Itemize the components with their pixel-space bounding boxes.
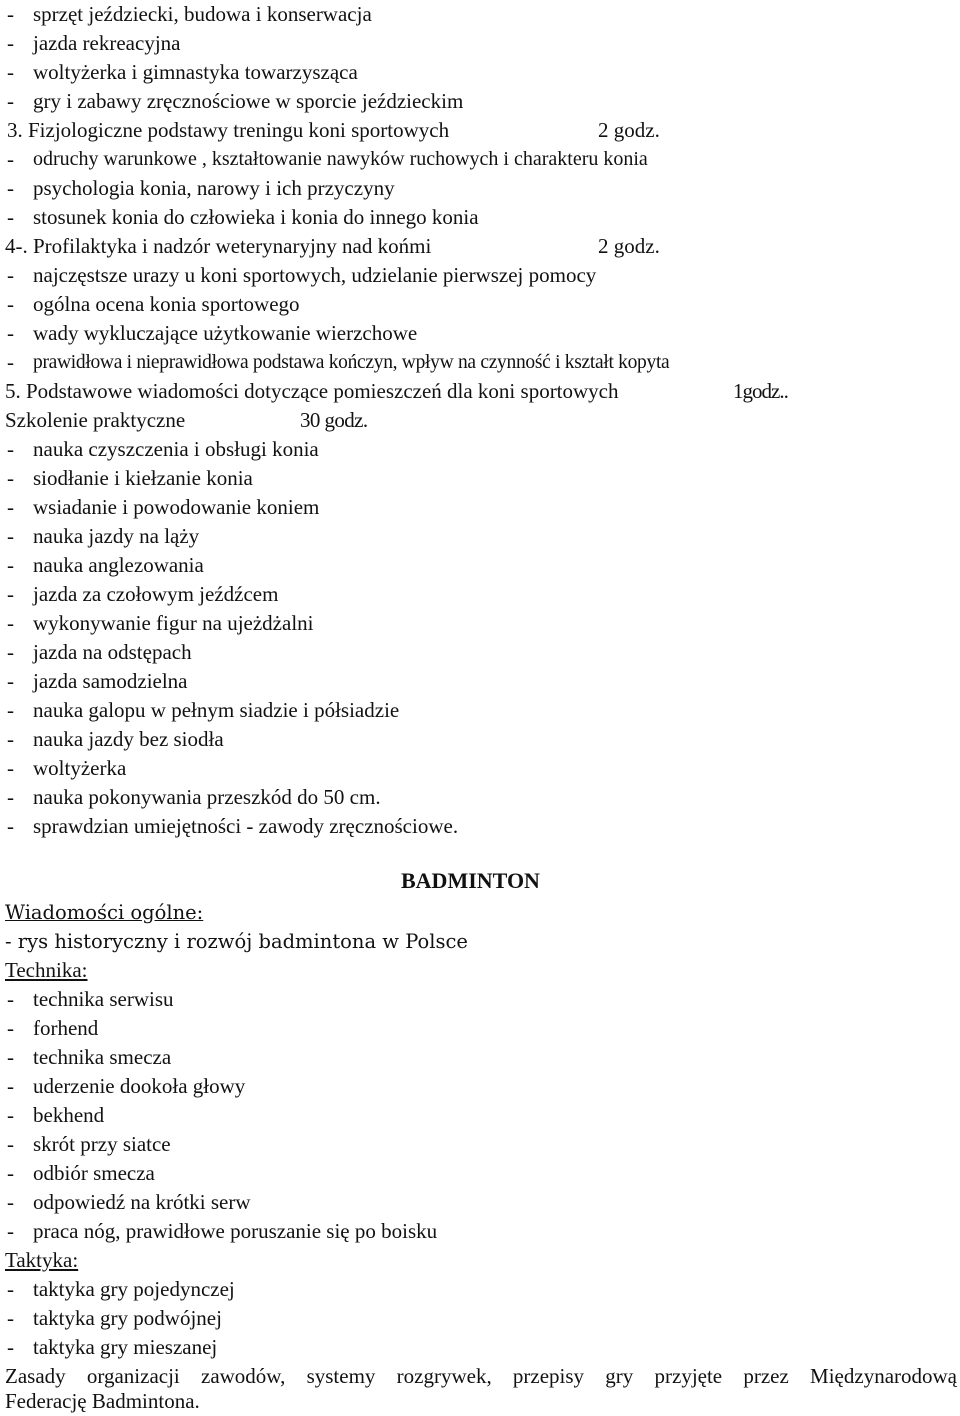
- list-item: - nauka galopu w pełnym siadzie i półsiadzie: [0, 696, 960, 725]
- list-item: - siodłanie i kiełzanie konia: [0, 464, 960, 493]
- topic-5-heading: 5. Podstawowe wiadomości dotyczące pomieszczeń dla koni sportowych 1godz..: [0, 377, 960, 406]
- list-item: - taktyka gry mieszanej: [0, 1333, 960, 1362]
- dash-bullet: -: [7, 89, 14, 113]
- dash-bullet: -: [7, 1335, 14, 1359]
- dash-bullet: -: [7, 1161, 14, 1185]
- dash-bullet: -: [7, 814, 14, 838]
- list-item: - wykonywanie figur na ujeżdżalni: [0, 609, 960, 638]
- dash-bullet: -: [7, 2, 14, 26]
- dash-bullet: -: [7, 1045, 14, 1069]
- dash-bullet: -: [7, 640, 14, 664]
- general-heading: Wiadomości ogólne:: [5, 901, 204, 924]
- list-item: - sprawdzian umiejętności - zawody zręcznościowe.: [0, 812, 960, 841]
- dash-bullet: -: [7, 1132, 14, 1156]
- list-item: - rys historyczny i rozwój badmintona w Polsce: [5, 930, 468, 953]
- dash-bullet: -: [7, 1219, 14, 1243]
- tactics-heading: Taktyka:: [5, 1248, 79, 1272]
- list-item: - nauka pokonywania przeszkód do 50 cm.: [0, 783, 960, 812]
- dash-bullet: -: [7, 1074, 14, 1098]
- list-item: - praca nóg, prawidłowe poruszanie się po boisku: [0, 1217, 960, 1246]
- list-item: - wady wykluczające użytkowanie wierzchowe: [0, 319, 960, 348]
- practical-training-heading: Szkolenie praktyczne 30 godz.: [0, 406, 960, 435]
- list-item: - technika smecza: [0, 1043, 960, 1072]
- list-item: - odpowiedź na krótki serw: [0, 1188, 960, 1217]
- list-item: - bekhend: [0, 1101, 960, 1130]
- list-item: - taktyka gry pojedynczej: [0, 1275, 960, 1304]
- dash-bullet: -: [7, 524, 14, 548]
- list-item: - jazda samodzielna: [0, 667, 960, 696]
- rules-paragraph-line-1: Zasady organizacji zawodów, systemy rozgrywek, przepisy gry przyjęte przez Międzynarodową: [5, 1364, 957, 1388]
- topic-5-hours: 1godz..: [733, 379, 788, 403]
- dash-bullet: -: [7, 205, 14, 229]
- rules-paragraph-line-2: Federację Badmintona.: [5, 1389, 200, 1413]
- topic-3-hours: 2 godz.: [598, 118, 660, 142]
- list-item: - ogólna ocena konia sportowego: [0, 290, 960, 319]
- list-item: - najczęstsze urazy u koni sportowych, udzielanie pierwszej pomocy: [0, 261, 960, 290]
- dash-bullet: -: [7, 785, 14, 809]
- technique-heading-line: [0, 956, 960, 985]
- list-item: - odbiór smecza: [0, 1159, 960, 1188]
- list-item: - nauka jazdy na ląży: [0, 522, 960, 551]
- list-item: - odruchy warunkowe , kształtowanie nawyków ruchowych i charakteru konia: [0, 145, 960, 174]
- list-item: - skrót przy siatce: [0, 1130, 960, 1159]
- dash-bullet: -: [7, 582, 14, 606]
- dash-bullet: -: [7, 727, 14, 751]
- list-item: - woltyżerka: [0, 754, 960, 783]
- dash-bullet: -: [7, 1277, 14, 1301]
- general-heading-line: [0, 898, 960, 927]
- dash-bullet: -: [7, 60, 14, 84]
- list-item: - woltyżerka i gimnastyka towarzysząca: [0, 58, 960, 87]
- list-item: - nauka czyszczenia i obsługi konia: [0, 435, 960, 464]
- list-item: - sprzęt jeździecki, budowa i konserwacja: [0, 0, 960, 29]
- dash-bullet: -: [7, 1103, 14, 1127]
- topic-3-heading: 3. Fizjologiczne podstawy treningu koni sportowych 2 godz.: [0, 116, 960, 145]
- list-item: - psychologia konia, narowy i ich przyczyny: [0, 174, 960, 203]
- dash-bullet: -: [7, 669, 14, 693]
- dash-bullet: -: [7, 553, 14, 577]
- dash-bullet: -: [7, 756, 14, 780]
- list-item: - technika serwisu: [0, 985, 960, 1014]
- dash-bullet: -: [7, 698, 14, 722]
- tactics-heading-line: [0, 1246, 960, 1275]
- dash-bullet: -: [7, 31, 14, 55]
- list-item: - wsiadanie i powodowanie koniem: [0, 493, 960, 522]
- topic-4-heading: 4-. Profilaktyka i nadzór weterynaryjny nad końmi 2 godz.: [0, 232, 960, 261]
- list-item: - stosunek konia do człowieka i konia do innego konia: [0, 203, 960, 232]
- list-item: - jazda rekreacyjna: [0, 29, 960, 58]
- dash-bullet: -: [7, 350, 14, 374]
- section-title: BADMINTON: [401, 868, 540, 893]
- list-item: - uderzenie dookoła głowy: [0, 1072, 960, 1101]
- dash-bullet: -: [7, 263, 14, 287]
- dash-bullet: -: [7, 147, 14, 171]
- list-item: - taktyka gry podwójnej: [0, 1304, 960, 1333]
- list-item: - jazda za czołowym jeźdźcem: [0, 580, 960, 609]
- dash-bullet: -: [7, 176, 14, 200]
- dash-bullet: -: [7, 321, 14, 345]
- technique-heading: Technika:: [5, 958, 88, 982]
- dash-bullet: -: [7, 987, 14, 1011]
- list-item: - nauka anglezowania: [0, 551, 960, 580]
- dash-bullet: -: [7, 611, 14, 635]
- list-item: - prawidłowa i nieprawidłowa podstawa kończyn, wpływ na czynność i kształt kopyta: [0, 348, 960, 377]
- dash-bullet: -: [7, 1190, 14, 1214]
- list-item: - jazda na odstępach: [0, 638, 960, 667]
- list-item: - gry i zabawy zręcznościowe w sporcie jeździeckim: [0, 87, 960, 116]
- dash-bullet: -: [7, 1016, 14, 1040]
- dash-bullet: -: [7, 437, 14, 461]
- dash-bullet: -: [7, 292, 14, 316]
- list-item: - nauka jazdy bez siodła: [0, 725, 960, 754]
- badminton-title-line: [0, 866, 960, 895]
- practical-training-hours: 30 godz.: [300, 408, 368, 432]
- dash-bullet: -: [7, 466, 14, 490]
- list-item: - forhend: [0, 1014, 960, 1043]
- topic-4-hours: 2 godz.: [598, 234, 660, 258]
- dash-bullet: -: [7, 1306, 14, 1330]
- dash-bullet: -: [7, 495, 14, 519]
